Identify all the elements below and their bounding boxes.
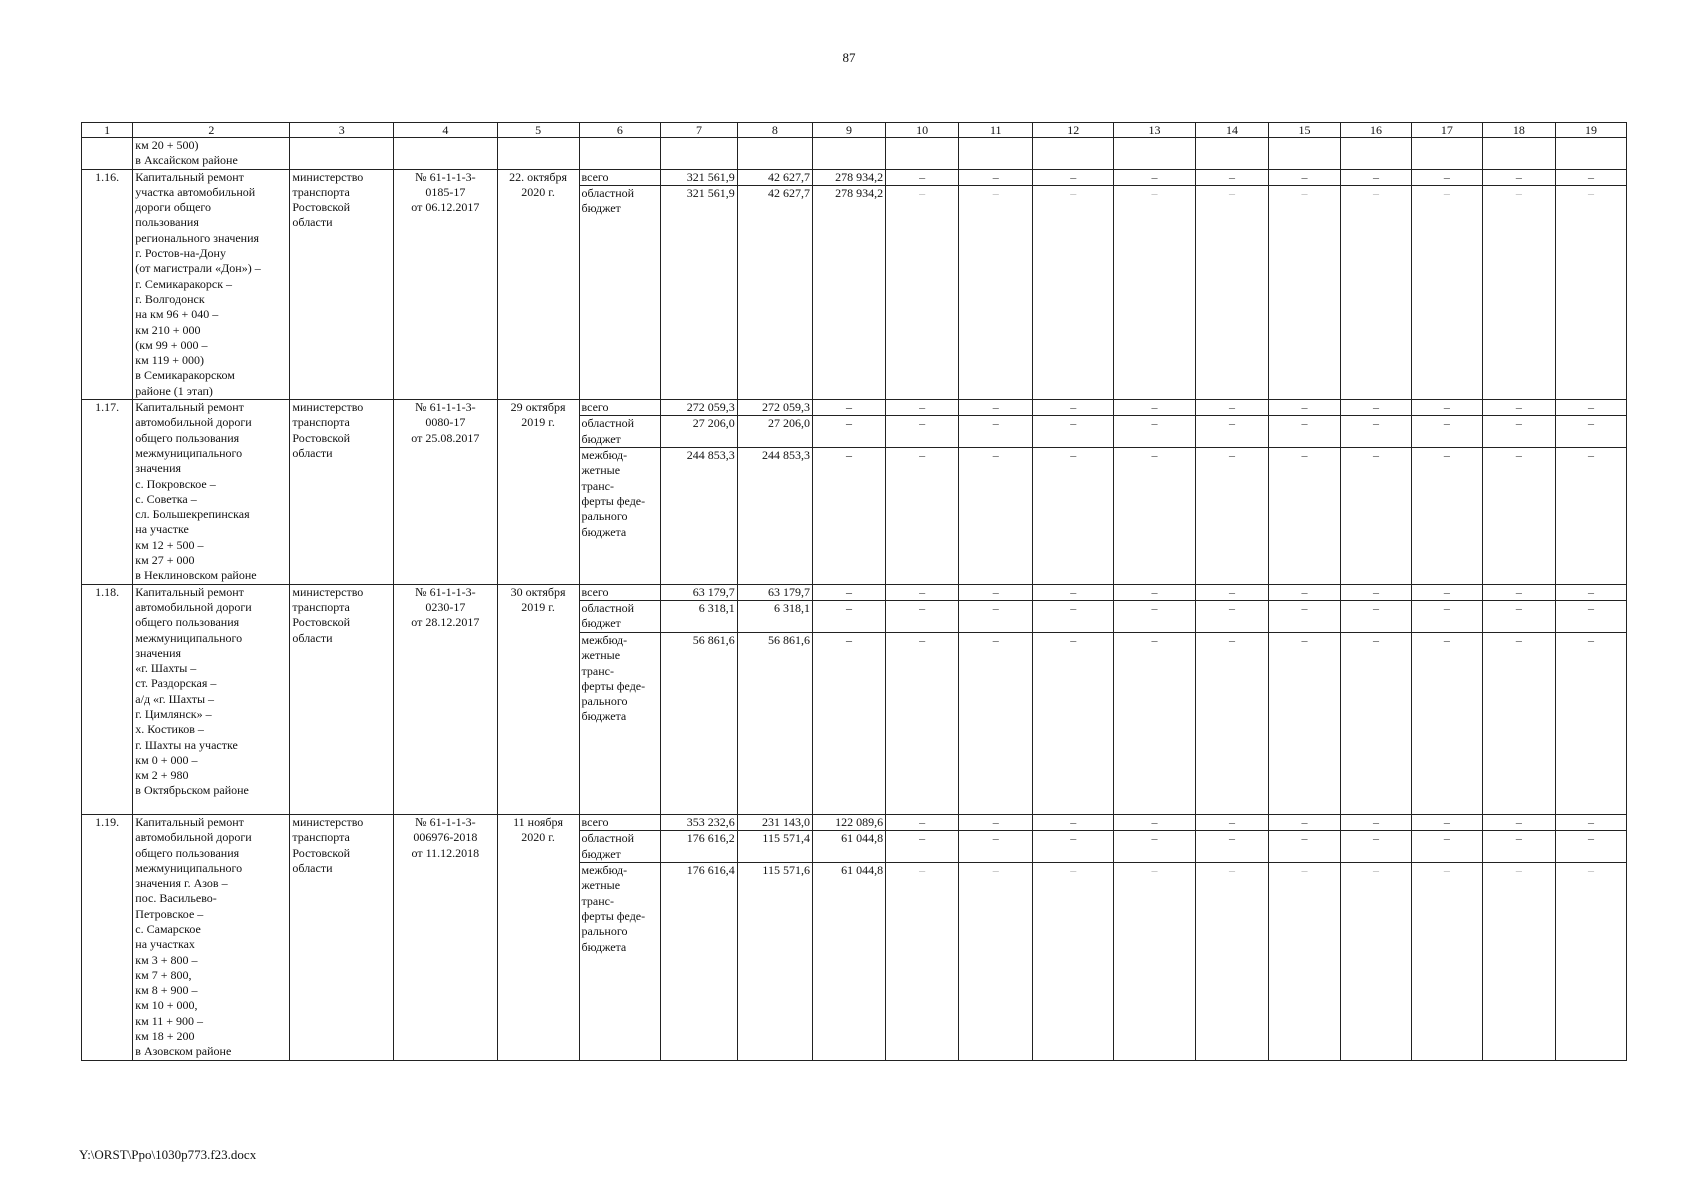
value-col-10: –	[886, 400, 959, 416]
item-description: Капитальный ремонт участка автомобильной дороги общего пользования регионального значения г. Ростов-на-Дону (от магистрали «Дон») – г. Семикаракорск – г. Волгодонск на км 96 + 040 – км 210 + 000 (км 99 + 000 – км 119 + 000) в Семикаракорском районе (1 этап)	[133, 169, 290, 399]
value-col-18: –	[1482, 169, 1555, 185]
value-col-12: –	[1033, 169, 1114, 185]
value-col-16: –	[1341, 814, 1412, 830]
table-row	[82, 584, 1627, 600]
empty-cell	[959, 138, 1033, 170]
column-number-10: 10	[886, 123, 959, 138]
value-col-12: –	[1033, 632, 1114, 814]
contract-number: № 61-1-1-3- 0080-17 от 25.08.2017	[394, 400, 498, 585]
value-col-9: 278 934,2	[812, 185, 885, 399]
value-col-10: –	[886, 814, 959, 830]
funding-source: межбюд- жетные транс- ферты феде- рального бюджета	[579, 863, 661, 1061]
value-col-14: –	[1195, 632, 1268, 814]
funding-source: всего	[579, 169, 661, 185]
value-col-18: –	[1482, 185, 1555, 399]
file-path-footer: Y:\ORST\Ppo\1030p773.f23.docx	[79, 1147, 257, 1162]
value-col-7: 6 318,1	[661, 600, 737, 632]
value-col-14: –	[1195, 814, 1268, 830]
empty-cell	[1114, 138, 1196, 170]
value-col-19: –	[1555, 185, 1626, 399]
item-number: 1.16.	[82, 169, 133, 399]
value-col-8: 42 627,7	[737, 169, 812, 185]
value-col-14: –	[1195, 584, 1268, 600]
value-col-8: 244 853,3	[737, 448, 812, 585]
value-col-7: 244 853,3	[661, 448, 737, 585]
responsible-organization: министерство транспорта Ростовской области	[290, 584, 394, 814]
value-col-16: –	[1341, 169, 1412, 185]
value-col-15: –	[1269, 632, 1341, 814]
column-number-16: 16	[1341, 123, 1412, 138]
value-col-9: 122 089,6	[812, 814, 885, 830]
value-col-18: –	[1482, 600, 1555, 632]
table-row	[82, 169, 1627, 185]
column-number-13: 13	[1114, 123, 1196, 138]
value-col-14: –	[1195, 600, 1268, 632]
value-col-19: –	[1555, 584, 1626, 600]
value-col-13: –	[1114, 814, 1196, 830]
value-col-17: –	[1411, 632, 1482, 814]
value-col-19: –	[1555, 448, 1626, 585]
item-number: 1.19.	[82, 814, 133, 1060]
item-description: Капитальный ремонт автомобильной дороги общего пользования межмуниципального значения г. Азов – пос. Васильево- Петровское – с. Самарское на участках км 3 + 800 – км 7 + 800, км 8 + 900 – км 10 + 000, км 11 + 900 – км 18 + 200 в Азовском районе	[133, 814, 290, 1060]
value-col-11: –	[959, 169, 1033, 185]
value-col-12: –	[1033, 185, 1114, 399]
value-col-16: –	[1341, 584, 1412, 600]
empty-cell	[497, 138, 579, 170]
contract-number: № 61-1-1-3- 0230-17 от 28.12.2017	[394, 584, 498, 814]
column-number-12: 12	[1033, 123, 1114, 138]
responsible-organization: министерство транспорта Ростовской области	[290, 814, 394, 1060]
column-number-9: 9	[812, 123, 885, 138]
value-col-9: 61 044,8	[812, 831, 885, 863]
contract-number: № 61-1-1-3- 0185-17 от 06.12.2017	[394, 169, 498, 399]
value-col-11: –	[959, 863, 1033, 1061]
value-col-14: –	[1195, 863, 1268, 1061]
item-description: Капитальный ремонт автомобильной дороги общего пользования межмуниципального значения «г. Шахты – ст. Раздорская – а/д «г. Шахты – г. Цимлянск» – х. Костиков – г. Шахты на участке км 0 + 000 – км 2 + 980 в Октябрьском районе	[133, 584, 290, 814]
value-col-17: –	[1411, 600, 1482, 632]
value-col-16: –	[1341, 400, 1412, 416]
value-col-17: –	[1411, 416, 1482, 448]
value-col-10: –	[886, 632, 959, 814]
value-col-16: –	[1341, 831, 1412, 863]
column-number-17: 17	[1411, 123, 1482, 138]
empty-cell	[737, 138, 812, 170]
value-col-15: –	[1269, 600, 1341, 632]
value-col-17: –	[1411, 448, 1482, 585]
value-col-10: –	[886, 416, 959, 448]
value-col-8: 115 571,4	[737, 831, 812, 863]
value-col-11: –	[959, 584, 1033, 600]
value-col-12: –	[1033, 600, 1114, 632]
value-col-13: –	[1114, 169, 1196, 185]
empty-cell	[1555, 138, 1626, 170]
value-col-7: 272 059,3	[661, 400, 737, 416]
empty-cell	[290, 138, 394, 170]
column-number-5: 5	[497, 123, 579, 138]
value-col-14: –	[1195, 400, 1268, 416]
empty-cell	[886, 138, 959, 170]
value-col-16: –	[1341, 448, 1412, 585]
funding-source: областной бюджет	[579, 185, 661, 399]
value-col-17: –	[1411, 185, 1482, 399]
empty-cell	[1482, 138, 1555, 170]
completion-date: 11 ноября 2020 г.	[497, 814, 579, 1060]
value-col-13: –	[1114, 600, 1196, 632]
value-col-15: –	[1269, 400, 1341, 416]
value-col-10: –	[886, 600, 959, 632]
empty-cell	[661, 138, 737, 170]
value-col-13: –	[1114, 584, 1196, 600]
value-col-10: –	[886, 863, 959, 1061]
value-col-8: 115 571,6	[737, 863, 812, 1061]
value-col-17: –	[1411, 584, 1482, 600]
continuation-row	[82, 138, 1627, 170]
value-col-16: –	[1341, 600, 1412, 632]
column-number-3: 3	[290, 123, 394, 138]
value-col-18: –	[1482, 584, 1555, 600]
item-number: 1.17.	[82, 400, 133, 585]
value-col-9: 61 044,8	[812, 863, 885, 1061]
value-col-9: –	[812, 600, 885, 632]
value-col-7: 56 861,6	[661, 632, 737, 814]
value-col-8: 27 206,0	[737, 416, 812, 448]
value-col-15: –	[1269, 831, 1341, 863]
value-col-11: –	[959, 448, 1033, 585]
funding-source: межбюд- жетные транс- ферты феде- рального бюджета	[579, 632, 661, 814]
value-col-14: –	[1195, 448, 1268, 585]
completion-date: 30 октября 2019 г.	[497, 584, 579, 814]
value-col-8: 272 059,3	[737, 400, 812, 416]
empty-cell	[812, 138, 885, 170]
value-col-12: –	[1033, 814, 1114, 830]
value-col-13: –	[1114, 448, 1196, 585]
value-col-16: –	[1341, 632, 1412, 814]
value-col-11: –	[959, 400, 1033, 416]
continuation-description: км 20 + 500) в Аксайском районе	[133, 138, 290, 170]
value-col-7: 321 561,9	[661, 169, 737, 185]
value-col-12: –	[1033, 863, 1114, 1061]
completion-date: 22. октября 2020 г.	[497, 169, 579, 399]
value-col-7: 176 616,2	[661, 831, 737, 863]
empty-cell	[1269, 138, 1341, 170]
value-col-8: 231 143,0	[737, 814, 812, 830]
column-number-2: 2	[133, 123, 290, 138]
value-col-15: –	[1269, 584, 1341, 600]
value-col-12: –	[1033, 400, 1114, 416]
value-col-10: –	[886, 831, 959, 863]
value-col-11: –	[959, 600, 1033, 632]
value-col-9: –	[812, 584, 885, 600]
contract-number: № 61-1-1-3- 006976-2018 от 11.12.2018	[394, 814, 498, 1060]
value-col-8: 63 179,7	[737, 584, 812, 600]
value-col-10: –	[886, 448, 959, 585]
value-col-12: –	[1033, 831, 1114, 863]
responsible-organization: министерство транспорта Ростовской области	[290, 169, 394, 399]
value-col-16: –	[1341, 863, 1412, 1061]
value-col-11: –	[959, 632, 1033, 814]
value-col-18: –	[1482, 400, 1555, 416]
value-col-11: –	[959, 416, 1033, 448]
value-col-17: –	[1411, 400, 1482, 416]
value-col-7: 176 616,4	[661, 863, 737, 1061]
value-col-12: –	[1033, 416, 1114, 448]
value-col-19: –	[1555, 863, 1626, 1061]
column-number-18: 18	[1482, 123, 1555, 138]
value-col-19: –	[1555, 632, 1626, 814]
value-col-11: –	[959, 185, 1033, 399]
value-col-13: –	[1114, 863, 1196, 1061]
value-col-8: 56 861,6	[737, 632, 812, 814]
column-number-7: 7	[661, 123, 737, 138]
value-col-9: –	[812, 416, 885, 448]
empty-cell	[82, 138, 133, 170]
empty-cell	[394, 138, 498, 170]
column-number-15: 15	[1269, 123, 1341, 138]
column-number-8: 8	[737, 123, 812, 138]
value-col-19: –	[1555, 600, 1626, 632]
value-col-15: –	[1269, 814, 1341, 830]
value-col-18: –	[1482, 863, 1555, 1061]
value-col-15: –	[1269, 185, 1341, 399]
responsible-organization: министерство транспорта Ростовской области	[290, 400, 394, 585]
column-number-6: 6	[579, 123, 661, 138]
value-col-8: 42 627,7	[737, 185, 812, 399]
value-col-9: –	[812, 448, 885, 585]
value-col-16: –	[1341, 416, 1412, 448]
column-number-19: 19	[1555, 123, 1626, 138]
value-col-9: 278 934,2	[812, 169, 885, 185]
value-col-13: –	[1114, 185, 1196, 399]
value-col-14: –	[1195, 169, 1268, 185]
value-col-18: –	[1482, 416, 1555, 448]
value-col-10: –	[886, 169, 959, 185]
column-number-4: 4	[394, 123, 498, 138]
completion-date: 29 октября 2019 г.	[497, 400, 579, 585]
value-col-11: –	[959, 814, 1033, 830]
value-col-11: –	[959, 831, 1033, 863]
value-col-18: –	[1482, 448, 1555, 585]
value-col-10: –	[886, 185, 959, 399]
column-number-1: 1	[82, 123, 133, 138]
empty-cell	[1033, 138, 1114, 170]
empty-cell	[579, 138, 661, 170]
value-col-9: –	[812, 632, 885, 814]
value-col-18: –	[1482, 632, 1555, 814]
table-row	[82, 400, 1627, 416]
funding-source: межбюд- жетные транс- ферты феде- рального бюджета	[579, 448, 661, 585]
empty-cell	[1341, 138, 1412, 170]
value-col-15: –	[1269, 863, 1341, 1061]
value-col-7: 27 206,0	[661, 416, 737, 448]
value-col-17: –	[1411, 814, 1482, 830]
value-col-15: –	[1269, 448, 1341, 585]
funding-source: всего	[579, 400, 661, 416]
page-number: 87	[842, 50, 856, 65]
funding-source: всего	[579, 584, 661, 600]
value-col-19: –	[1555, 416, 1626, 448]
item-description: Капитальный ремонт автомобильной дороги общего пользования межмуниципального значения с. Покровское – с. Советка – сл. Большекрепинская на участке км 12 + 500 – км 27 + 000 в Неклиновском районе	[133, 400, 290, 585]
value-col-13: –	[1114, 400, 1196, 416]
value-col-7: 353 232,6	[661, 814, 737, 830]
value-col-8: 6 318,1	[737, 600, 812, 632]
value-col-18: –	[1482, 814, 1555, 830]
value-col-19: –	[1555, 814, 1626, 830]
funding-source: областной бюджет	[579, 416, 661, 448]
value-col-17: –	[1411, 863, 1482, 1061]
table-row	[82, 814, 1627, 830]
value-col-13: –	[1114, 831, 1196, 863]
funding-source: всего	[579, 814, 661, 830]
value-col-9: –	[812, 400, 885, 416]
column-number-row	[82, 123, 1627, 138]
value-col-14: –	[1195, 185, 1268, 399]
empty-cell	[1411, 138, 1482, 170]
value-col-19: –	[1555, 400, 1626, 416]
value-col-17: –	[1411, 169, 1482, 185]
value-col-7: 321 561,9	[661, 185, 737, 399]
column-number-11: 11	[959, 123, 1033, 138]
value-col-16: –	[1341, 185, 1412, 399]
value-col-19: –	[1555, 169, 1626, 185]
value-col-19: –	[1555, 831, 1626, 863]
value-col-7: 63 179,7	[661, 584, 737, 600]
program-table	[81, 122, 1627, 1061]
funding-source: областной бюджет	[579, 600, 661, 632]
value-col-13: –	[1114, 632, 1196, 814]
value-col-15: –	[1269, 416, 1341, 448]
value-col-14: –	[1195, 416, 1268, 448]
value-col-12: –	[1033, 448, 1114, 585]
value-col-17: –	[1411, 831, 1482, 863]
value-col-12: –	[1033, 584, 1114, 600]
value-col-14: –	[1195, 831, 1268, 863]
value-col-10: –	[886, 584, 959, 600]
item-number: 1.18.	[82, 584, 133, 814]
column-number-14: 14	[1195, 123, 1268, 138]
value-col-13: –	[1114, 416, 1196, 448]
funding-source: областной бюджет	[579, 831, 661, 863]
empty-cell	[1195, 138, 1268, 170]
value-col-18: –	[1482, 831, 1555, 863]
value-col-15: –	[1269, 169, 1341, 185]
